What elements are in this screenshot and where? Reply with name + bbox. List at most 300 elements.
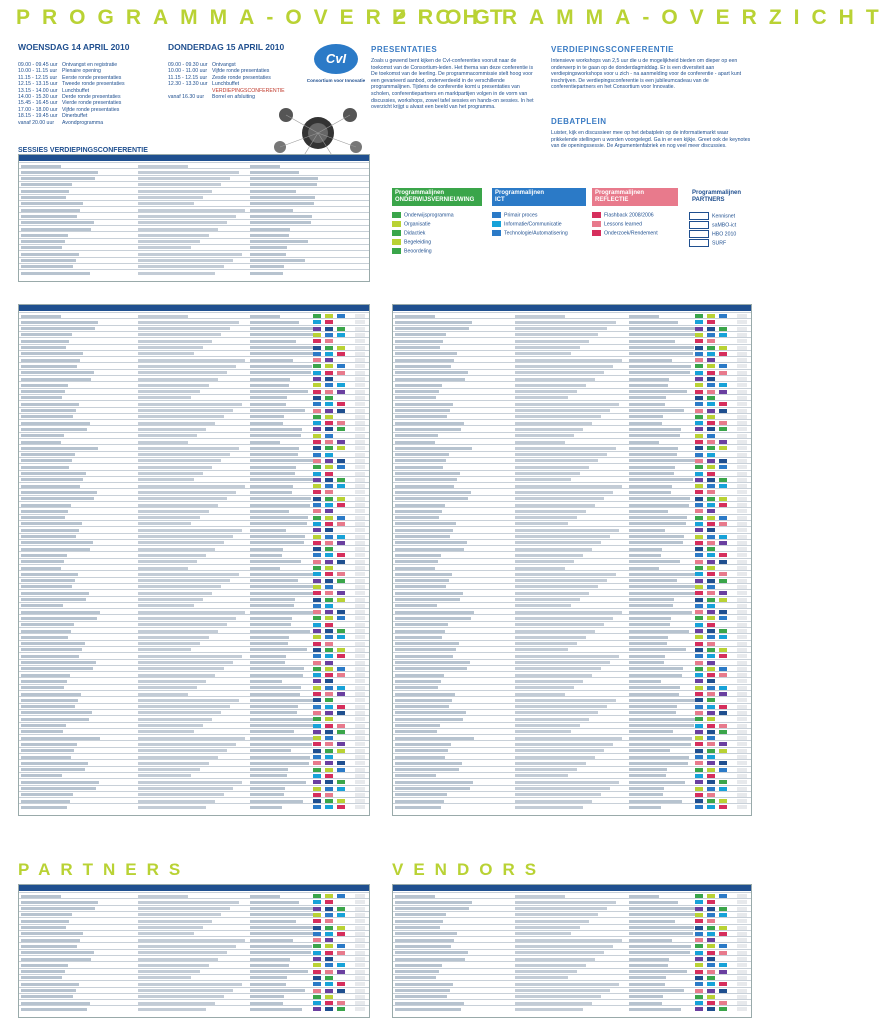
table-cell — [515, 995, 601, 998]
table-cell — [21, 240, 65, 243]
table-cell — [629, 548, 662, 551]
table-cell — [629, 359, 672, 362]
table-cell — [21, 272, 90, 275]
table-cell — [629, 384, 668, 387]
table-cell — [515, 327, 607, 330]
table-cell — [515, 598, 580, 601]
table-cell — [515, 617, 613, 620]
table-cell — [250, 384, 289, 387]
table-cell — [21, 228, 91, 231]
table-cell — [629, 617, 671, 620]
table-cell — [395, 327, 469, 330]
table-cell — [395, 730, 437, 733]
table-cell — [515, 422, 592, 425]
vendors-heading: VENDORS — [392, 860, 547, 879]
table-cell — [21, 787, 96, 790]
table-cell — [250, 913, 317, 916]
table-cell — [21, 321, 98, 324]
table-cell — [21, 604, 63, 607]
table-cell — [629, 711, 676, 714]
cvi-logo — [300, 44, 372, 100]
table-cell — [21, 453, 75, 456]
table-cell — [21, 648, 82, 651]
table-cell — [138, 403, 242, 406]
table-cell — [138, 560, 197, 563]
table-cell — [629, 806, 661, 809]
table-cell — [515, 478, 571, 481]
table-cell — [629, 793, 663, 796]
table-cell — [250, 932, 314, 935]
table-cell — [395, 592, 463, 595]
table-cell — [250, 768, 288, 771]
banner-title-right: PROGRAMMA-OVERZICHT — [392, 6, 891, 29]
table-cell — [250, 781, 306, 784]
table-cell — [515, 989, 610, 992]
legend-partners-title: Programmalijnen PARTNERS — [689, 188, 755, 206]
thursday-schedule — [168, 42, 318, 100]
legend-swatch — [392, 248, 401, 254]
table-header — [19, 305, 369, 311]
table-cell — [629, 680, 661, 683]
table-cell — [250, 359, 293, 362]
table-cell — [515, 541, 601, 544]
table-cell — [250, 951, 311, 954]
table-cell — [629, 592, 695, 595]
table-cell — [629, 478, 693, 481]
verdieping-text: Intensieve workshops van 2,5 uur die u de mogelijkheid bieden om dieper op een onderwerp in te gaan op de donderdagmiddag. Er is een diversiteit aan verdiepingsworkshops voor u zich - na aanmelding voor de conferentie - apart kunt inschrijven. De verdiepingsconferentie is een jubileumcadeau van de conferentiepartners en het Consortium voor Innovatie. — [551, 58, 742, 91]
table-cell — [138, 756, 218, 759]
legend-item — [689, 239, 726, 246]
table-cell — [515, 774, 568, 777]
table-cell — [515, 585, 598, 588]
table-cell — [395, 365, 451, 368]
table-cell — [629, 447, 678, 450]
table-cell — [21, 901, 98, 904]
table-cell — [138, 472, 203, 475]
legend-label: Onderwijsprogramma — [404, 212, 454, 219]
table-cell — [515, 510, 586, 513]
table-cell — [250, 895, 280, 898]
programmalijn-marker — [337, 805, 345, 809]
table-cell — [395, 340, 443, 343]
table-cell — [138, 951, 227, 954]
table-cell — [138, 964, 209, 967]
table-cell — [395, 491, 471, 494]
table-cell — [138, 730, 194, 733]
programmalijn-marker — [313, 1007, 321, 1011]
table-cell — [138, 1002, 215, 1005]
table-cell — [395, 617, 471, 620]
thursday-title: DONDERDAG 15 APRIL 2010 — [168, 42, 285, 52]
table-cell — [629, 743, 691, 746]
table-cell — [250, 472, 295, 475]
table-cell — [138, 774, 191, 777]
table-cell — [138, 240, 200, 243]
table-cell — [21, 642, 85, 645]
table-cell — [21, 585, 72, 588]
table-cell — [138, 384, 209, 387]
table-cell — [515, 567, 565, 570]
table-cell — [395, 699, 452, 702]
table-cell — [629, 611, 692, 614]
table-cell — [395, 970, 439, 973]
schedule-label: Vijfde ronde presentaties — [62, 106, 120, 113]
table-cell — [629, 932, 693, 935]
table-cell — [515, 730, 571, 733]
table-cell — [395, 674, 444, 677]
table-cell — [629, 800, 682, 803]
table-cell — [138, 686, 197, 689]
table-cell — [21, 913, 72, 916]
schedule-time: 12.30 - 13.30 uur — [168, 81, 208, 88]
table-cell — [21, 447, 98, 450]
table-cell — [250, 535, 305, 538]
table-cell — [250, 976, 287, 979]
table-cell — [629, 901, 678, 904]
legend-swatch — [592, 212, 601, 218]
table-cell — [138, 548, 215, 551]
table-cell — [395, 560, 438, 563]
table-cell — [21, 705, 75, 708]
table-cell — [21, 573, 78, 576]
table-cell — [21, 327, 95, 330]
table-cell — [21, 976, 62, 979]
table-cell — [138, 459, 221, 462]
table-cell — [250, 315, 280, 318]
sessions-table — [18, 154, 370, 282]
legend-ict-title: Programmalijnen ICT — [492, 188, 586, 206]
table-cell — [515, 396, 568, 399]
legend-label: Didactiek — [404, 230, 426, 237]
table-cell — [395, 554, 441, 557]
legend-item — [492, 230, 568, 237]
schedule-label: Tweede ronde presentaties — [62, 81, 125, 88]
table-cell — [395, 806, 441, 809]
schedule-time: 10.00 - 11.15 uur — [18, 68, 58, 75]
table-cell — [629, 403, 665, 406]
table-cell — [21, 352, 83, 355]
table-cell — [250, 522, 307, 525]
debatplein-text: Luister, kijk en discussieer mee op het debatplein op de informatiemarkt waar prikkelende stellingen u worden voorgelegd. Ga in er een kijkje. Greet ook de keynotes van de openingssessie. De Argumentenfabriek en nog veel meer discussies. — [551, 130, 751, 150]
legend-item — [492, 221, 562, 228]
table-cell — [395, 895, 435, 898]
table-cell — [138, 246, 191, 249]
table-cell — [250, 453, 298, 456]
table-cell — [395, 926, 440, 929]
legend-swatch — [392, 212, 401, 218]
programmalijn-marker — [695, 1007, 703, 1011]
schedule-label: Vijfde ronde presentaties — [212, 68, 270, 75]
table-cell — [21, 491, 97, 494]
table-cell — [515, 403, 619, 406]
table-cell — [21, 522, 82, 525]
table-cell — [395, 920, 443, 923]
table-cell — [250, 592, 316, 595]
programmalijn-marker — [313, 805, 321, 809]
table-cell — [515, 573, 616, 576]
schedule-label: Eerste ronde presentaties — [62, 74, 122, 81]
table-cell — [21, 711, 92, 714]
table-cell — [515, 522, 568, 525]
legend-item — [392, 221, 431, 228]
table-cell — [629, 958, 669, 961]
table-cell — [515, 504, 595, 507]
table-cell — [250, 674, 303, 677]
table-cell — [21, 989, 76, 992]
debatplein-heading: DEBATPLEIN — [551, 117, 607, 126]
table-cell — [250, 327, 318, 330]
table-cell — [138, 737, 245, 740]
table-cell — [138, 504, 218, 507]
table-cell — [395, 611, 474, 614]
table-cell — [138, 346, 203, 349]
table-cell — [21, 246, 62, 249]
table-cell — [250, 447, 299, 450]
table-cell — [138, 234, 209, 237]
table-cell — [629, 768, 667, 771]
table-cell — [629, 989, 684, 992]
table-cell — [250, 630, 310, 633]
table-cell — [250, 272, 283, 275]
table-cell — [515, 711, 598, 714]
table-cell — [629, 926, 694, 929]
table-cell — [629, 756, 689, 759]
schedule-time: 12.15 - 13.15 uur — [18, 81, 58, 88]
legend-item — [689, 221, 736, 228]
table-cell — [138, 674, 215, 677]
table-cell — [21, 478, 83, 481]
table-cell — [629, 1002, 662, 1005]
table-cell — [629, 983, 665, 986]
table-cell — [629, 516, 687, 519]
table-cell — [515, 939, 622, 942]
table-row — [19, 1005, 369, 1012]
table-cell — [515, 1008, 583, 1011]
table-cell — [21, 756, 71, 759]
table-cell — [21, 183, 72, 186]
table-cell — [250, 171, 299, 174]
table-cell — [250, 693, 300, 696]
table-cell — [515, 497, 604, 500]
table-cell — [629, 441, 659, 444]
table-header — [393, 885, 751, 891]
table-cell — [515, 787, 610, 790]
schedule-label: Avondprogramma — [62, 119, 104, 126]
table-cell — [21, 995, 73, 998]
table-cell — [515, 365, 613, 368]
table-cell — [138, 932, 194, 935]
table-cell — [515, 800, 592, 803]
table-cell — [515, 756, 595, 759]
table-cell — [21, 428, 87, 431]
table-cell — [250, 560, 301, 563]
table-cell — [395, 932, 457, 935]
table-cell — [138, 209, 245, 212]
table-cell — [395, 315, 435, 318]
table-cell — [250, 579, 298, 582]
table-cell — [515, 352, 571, 355]
table-cell — [138, 177, 230, 180]
table-cell — [250, 970, 308, 973]
table-cell — [21, 800, 70, 803]
table-cell — [138, 655, 242, 658]
table-cell — [250, 939, 293, 942]
table-cell — [250, 228, 290, 231]
legend-label: Lessons learned — [604, 221, 643, 228]
banner-title-left: PROGRAMMA-OVERZICHT — [16, 6, 515, 29]
table-cell — [250, 983, 286, 986]
legend-label: Primair proces — [504, 212, 538, 219]
table-cell — [138, 541, 224, 544]
table-cell — [515, 667, 601, 670]
legend-item — [689, 212, 735, 219]
table-cell — [395, 667, 467, 670]
table-cell — [250, 428, 302, 431]
table-cell — [515, 737, 622, 740]
table-cell — [138, 554, 206, 557]
table-cell — [515, 390, 577, 393]
table-row — [19, 803, 369, 810]
table-cell — [629, 667, 683, 670]
table-cell — [138, 585, 221, 588]
table-cell — [138, 743, 236, 746]
schedule-label: Derde ronde presentaties — [62, 94, 121, 101]
table-cell — [21, 567, 61, 570]
table-cell — [21, 667, 93, 670]
table-cell — [395, 762, 462, 765]
table-cell — [395, 585, 446, 588]
table-cell — [250, 1002, 283, 1005]
table-cell — [629, 749, 670, 752]
table-cell — [515, 743, 613, 746]
table-cell — [250, 246, 287, 249]
table-cell — [515, 384, 586, 387]
table-cell — [629, 541, 683, 544]
logo-caption: Consortium voor Innovatie — [306, 78, 366, 83]
table-cell — [250, 497, 311, 500]
table-cell — [395, 749, 448, 752]
table-cell — [138, 592, 212, 595]
presentaties-text: Zoals u gewend bent kijken de CvI-conferenties vooruit naar de toekomst van de Consortium-leden. Het thema van deze conferentie is De toekomst van de leerling. De programmacommissie stelt hoog voor een gevarieerd aanbod, onderverdeeld in de verschillende programmalijnen. Tijdens de conferentie komt u presentaties van scholen, conferentiepartners en marktpartijen volgen in de vorm van discussies, workshops, zowel tafel sessies en hands-on sessies. In het overzicht krijgt u alvast een beeld van het programma. — [371, 58, 534, 111]
table-cell — [515, 951, 604, 954]
table-cell — [515, 409, 610, 412]
table-cell — [138, 202, 194, 205]
table-cell — [515, 592, 589, 595]
legend-item — [392, 230, 425, 237]
table-cell — [138, 907, 230, 910]
table-cell — [138, 642, 200, 645]
table-cell — [21, 472, 86, 475]
table-cell — [515, 806, 583, 809]
table-cell — [250, 774, 287, 777]
table-cell — [395, 693, 455, 696]
table-cell — [629, 781, 685, 784]
table-cell — [395, 384, 442, 387]
table-cell — [21, 485, 80, 488]
table-cell — [395, 371, 468, 374]
table-cell — [629, 1008, 681, 1011]
table-cell — [395, 396, 436, 399]
table-cell — [515, 781, 619, 784]
table-cell — [250, 718, 316, 721]
table-cell — [138, 359, 245, 362]
table-cell — [395, 447, 472, 450]
table-cell — [250, 800, 303, 803]
table-cell — [515, 958, 595, 961]
table-cell — [515, 661, 610, 664]
table-cell — [515, 636, 586, 639]
table-cell — [250, 190, 296, 193]
table-cell — [515, 680, 583, 683]
table-cell — [21, 592, 89, 595]
table-cell — [138, 466, 212, 469]
table-cell — [138, 699, 239, 702]
table-cell — [21, 165, 61, 168]
table-cell — [515, 907, 607, 910]
table-cell — [629, 976, 666, 979]
table-cell — [21, 497, 94, 500]
table-cell — [21, 548, 90, 551]
table-cell — [138, 939, 245, 942]
table-cell — [250, 202, 314, 205]
table-cell — [250, 240, 308, 243]
table-cell — [21, 434, 64, 437]
table-cell — [21, 718, 89, 721]
table-cell — [395, 1002, 464, 1005]
table-row — [393, 803, 751, 810]
table-cell — [138, 221, 227, 224]
table-cell — [629, 598, 674, 601]
table-cell — [250, 711, 297, 714]
table-cell — [21, 737, 100, 740]
table-cell — [21, 598, 86, 601]
legend-item — [689, 230, 736, 237]
table-cell — [250, 705, 298, 708]
table-cell — [515, 648, 568, 651]
table-cell — [629, 510, 668, 513]
table-cell — [395, 567, 435, 570]
table-cell — [250, 737, 313, 740]
table-cell — [629, 951, 690, 954]
table-cell — [395, 781, 473, 784]
table-cell — [250, 165, 280, 168]
table-cell — [395, 945, 451, 948]
table-cell — [395, 983, 453, 986]
table-cell — [515, 485, 622, 488]
table-cell — [250, 655, 286, 658]
table-cell — [138, 573, 239, 576]
table-cell — [629, 371, 690, 374]
table-cell — [515, 447, 616, 450]
table-cell — [138, 321, 239, 324]
schedule-time: 09.00 - 09.30 uur — [168, 62, 208, 68]
table-cell — [629, 585, 696, 588]
table-cell — [21, 655, 79, 658]
legend-label: SURF — [712, 240, 727, 247]
legend-item — [392, 239, 431, 246]
table-cell — [629, 604, 673, 607]
table-cell — [515, 655, 619, 658]
table-cell — [515, 749, 604, 752]
table-cell — [629, 705, 677, 708]
table-cell — [21, 793, 73, 796]
table-cell — [250, 403, 286, 406]
table-cell — [250, 340, 296, 343]
table-cell — [515, 945, 613, 948]
legend-swatch — [492, 230, 501, 236]
table-cell — [21, 630, 71, 633]
table-cell — [515, 333, 598, 336]
